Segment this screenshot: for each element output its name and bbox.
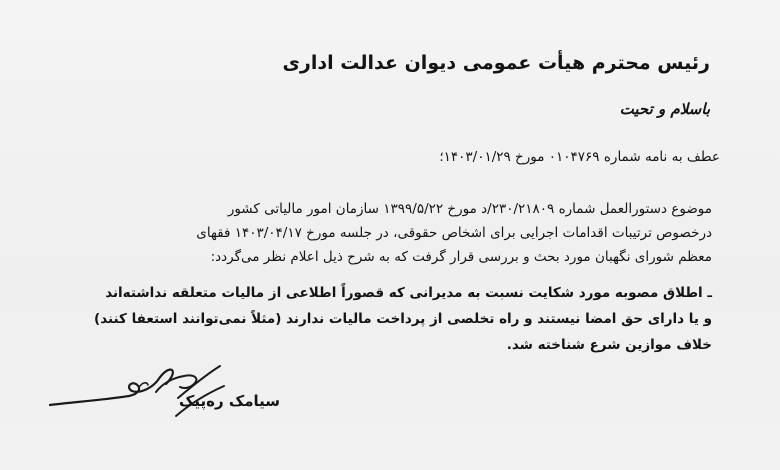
body-line: معظم شورای نگهبان مورد بحث و بررسی قرار گرفت که به شرح ذیل اعلام نظر می‌گردد: (210, 249, 712, 265)
body-line: درخصوص ترتیبات اقدامات اجرایی برای اشخاص حقوقی، در جلسه مورخ ۱۴۰۳/۰۴/۱۷ فقهای (196, 225, 712, 241)
ruling-line: و یا دارای حق امضا نیستند و راه تخلصی از پرداخت مالیات ندارند (مثلاً نمی‌توانند استعفا کنند) (94, 311, 712, 327)
salutation: باسلام و تحیت (619, 100, 710, 118)
reference-line: عطف به نامه شماره ۰۱۰۴۷۶۹ مورخ ۱۴۰۳/۰۱/۲۹؛ (439, 149, 720, 165)
signer-name: سیامک ره‌پیک (179, 392, 280, 410)
body-line: موضوع دستورالعمل شماره ۲۳۰/۲۱۸۰۹/د مورخ ۱۳۹۹/۵/۲۲ سازمان امور مالیاتی کشور (227, 201, 712, 217)
recipient-heading: رئیس محترم هیأت عمومی دیوان عدالت اداری (282, 52, 710, 74)
ruling-line: ـ اطلاق مصوبه مورد شکایت نسبت به مدیرانی که قصوراً اطلاعی از مالیات متعلقه نداشته‌اند (105, 285, 712, 301)
ruling-line: خلاف موازین شرع شناخته شد. (506, 337, 712, 353)
